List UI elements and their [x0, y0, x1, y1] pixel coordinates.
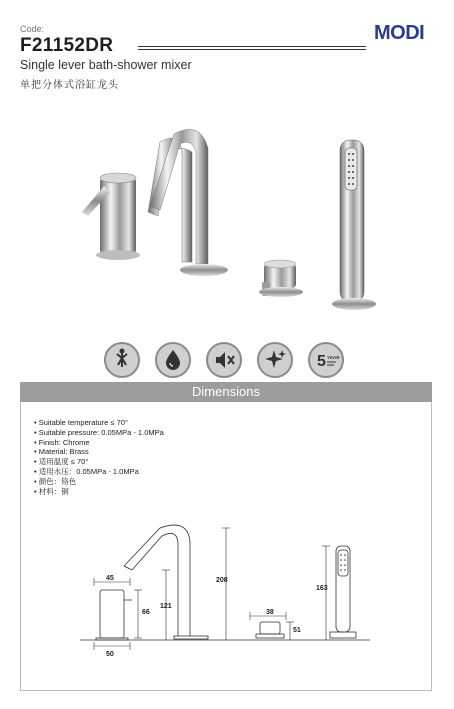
spec-item: • Finish: Chrome	[34, 438, 164, 448]
5-year-warranty-icon	[308, 342, 344, 378]
spec-item: • 适用水压：0.05MPa - 1.0MPa	[34, 467, 164, 477]
spray-icon	[104, 342, 140, 378]
svg-text:YEAR: YEAR	[327, 355, 340, 360]
dim-label: 208	[216, 577, 228, 584]
spout	[148, 129, 228, 276]
hand-shower	[332, 140, 376, 310]
dim-label: 121	[160, 603, 172, 610]
dim-label: 66	[142, 609, 150, 616]
subtitle-cn: 单把分体式浴缸龙头	[20, 80, 119, 91]
technical-drawing	[20, 500, 430, 685]
dim-label: 45	[106, 575, 114, 582]
code-rule	[138, 46, 366, 50]
product-photo	[0, 100, 454, 330]
spec-item: • Suitable temperature ≤ 70°	[34, 418, 164, 428]
diverter	[259, 260, 303, 297]
svg-text:5: 5	[317, 353, 326, 370]
spec-item: • Suitable pressure: 0.05MPa - 1.0MPa	[34, 428, 164, 438]
spec-item: • 材料：铜	[34, 487, 164, 497]
water-saving-icon	[155, 342, 191, 378]
sparkle-icon	[257, 342, 293, 378]
mute-icon	[206, 342, 242, 378]
dim-label: 163	[316, 585, 328, 592]
spec-item: • 适用温度 ≤ 70°	[34, 457, 164, 467]
spec-item: • 颜色：铬色	[34, 477, 164, 487]
dim-label: 51	[293, 627, 301, 634]
mixer-body	[82, 173, 140, 260]
product-code: F21152DR	[20, 35, 114, 56]
dimensions-heading: Dimensions	[20, 382, 432, 402]
spec-list	[34, 418, 164, 496]
brand-logo: MODI	[374, 22, 425, 44]
subtitle-en: Single lever bath-shower mixer	[20, 58, 192, 72]
feature-icons	[104, 342, 344, 382]
dim-label: 50	[106, 651, 114, 658]
dim-label: 38	[266, 609, 274, 616]
spec-item: • Material: Brass	[34, 447, 164, 457]
code-label: Code:	[20, 24, 45, 34]
